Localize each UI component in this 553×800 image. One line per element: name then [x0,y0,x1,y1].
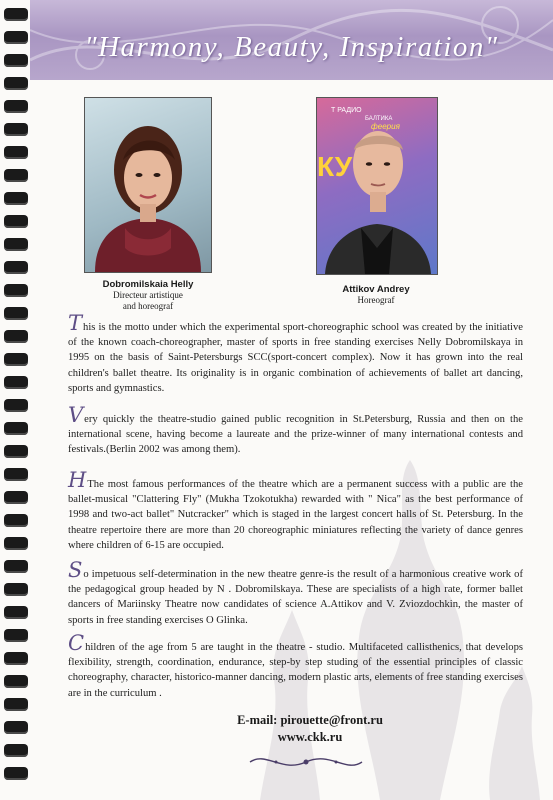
person-role: Directeur artistique [113,290,183,300]
person-role-3: Horeograf [357,295,395,305]
poster-text-3: феерия [371,122,400,131]
paragraph-5-text: hildren of the age from 5 are taught in the theatre - studio. Multifaceted callisthenics, that develops flexibility, strength, coordination, endurance, step-by step studing of the essential principles of classic choreography, character, historico-manner dancing, modern plastic arts, elements of free standing exercises are in the curriculum . [68,642,523,699]
page-title: "Harmony, Beauty, Inspiration" [84,31,499,63]
poster-text-4: КУ [317,151,353,182]
poster-text-2: БАЛТИКА [365,116,393,122]
paragraph-1-text: his is the motto under which the experimental sport-choreographic school was created by the initiative of the known coach-choreographer, master of sports in free standing exercises Nelly Dobromilskaya in 1995 on the basis of Saint-Petersburgs SCC(sport-concert complex). Now it has grown into the real children's ballet theatre. Its originality is in organic combination of achievements of ballet art dancing, sports and gymnastics. [68,322,523,394]
drop-cap-3: H [68,468,87,492]
portrait-photo-dobromilskaia [84,97,212,273]
drop-cap-2: V [68,403,84,427]
person-role-2: and horeograf [122,301,174,311]
caption-attikov [313,284,439,306]
paragraph-5 [68,631,523,701]
paragraph-4 [68,558,523,628]
paragraph-2 [68,403,523,458]
person-name-2: Attikov Andrey [342,284,410,295]
portrait-photo-attikov [316,97,438,275]
contact-website[interactable]: www.ckk.ru [277,730,343,744]
paragraph-3 [68,468,523,553]
paragraph-3-text: The most famous performances of the theatre which are a permanent success with a public are the ballet-musical "Clattering Fly" (Mukha Tzokotukha) rewarded with " Nica" as the best performance of 1998 and two-act ballet" Nutcracker" which is staged in the largest concert halls of St. Petersburg. In the theatre repertoire there are more than 20 choreographic miniatures reflecting the variety of dance genres where children of 6-15 are occupied. [68,479,523,551]
drop-cap-1: T [68,311,83,335]
paragraph-1 [68,311,523,396]
spiral-binding [0,0,40,800]
contact-email[interactable]: E-mail: pirouette@front.ru [237,713,383,727]
drop-cap-5: C [68,631,85,655]
poster-text-1: Т РАДИО [331,107,362,114]
person-name: Dobromilskaia Helly [102,279,194,290]
drop-cap-4: S [68,558,83,582]
ornament-divider-icon [246,753,366,771]
caption-dobromilskaia [82,279,214,312]
paragraph-2-text: ery quickly the theatre-studio gained public recognition in St.Petersburg, Russia and then on the international scene, having become a laureate and the prize-winner of many international contests and festivals.(Berlin 2002 was among them). [68,414,523,456]
paragraph-4-text: o impetuous self-determination in the new theatre genre-is the result of a harmonious creative work of the pedagogical group headed by N . Dobromilskaya. These are specialists of a high rate, former ballet dancers of Mariinsky Theatre now candidates of science A.Attikov and V. Zviozdochkin, the master of sports in free standing exercises O Glinka. [68,569,523,626]
